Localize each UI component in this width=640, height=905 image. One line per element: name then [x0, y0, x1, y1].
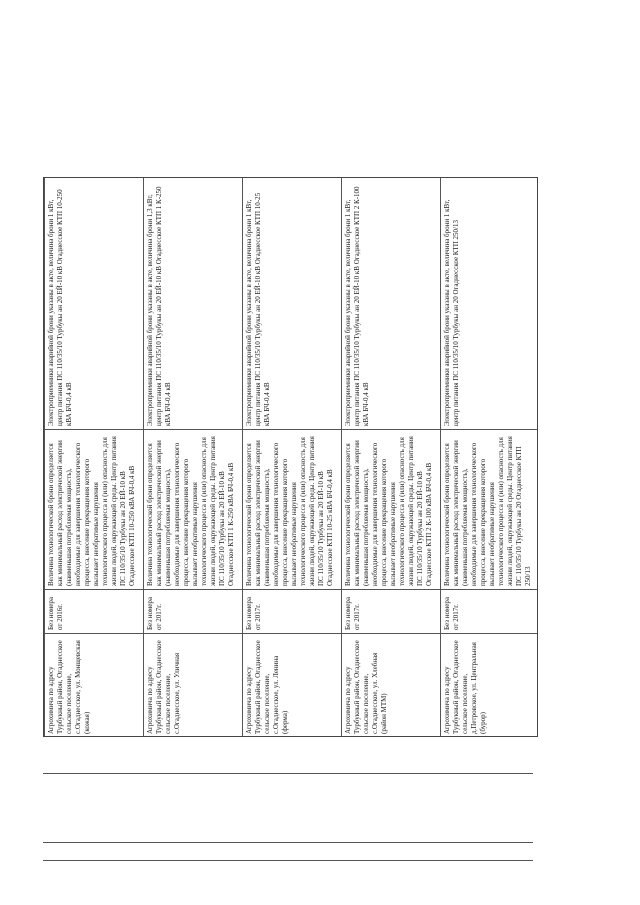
- cell-act-number: Без номера от 2017г.: [144, 590, 243, 634]
- rotated-table-content: [44, 178, 538, 737]
- table-row: [243, 178, 342, 738]
- table-row: [441, 178, 539, 738]
- cell-act-number: Без номера от 2017г.: [342, 590, 441, 634]
- cell-tech-reserve: Величина технологической брони определяется как минимальный расход электрической энергии (наименьшая потребляемая мощность), необходимые для завершения технологического процесса, внесение прекращения которого вызывает необратимые нарушения технологического процесса и (или) опасность для жизни людей, окружающей среды. Центр питания ПС 110/35/10 Турбукы ан 20 Огаднесское КТП 250/13: [441, 430, 539, 590]
- top-divider-line: [43, 773, 533, 774]
- rotated-table-frame: [43, 177, 538, 737]
- table-row: [45, 178, 144, 738]
- bottom-divider-line: [43, 860, 533, 861]
- cell-emergency-reserve: Электроприемники аварийной брони указаны в акте, величина брони 1,3 кВт, центр питания ПС 110/35/10 Турбукы ан 20 ЕЙ-10 кВ Огаднесское КТП 1 К-250 кВА БЧ-0,4 кВ: [144, 178, 243, 430]
- cell-address: Агрохимича по адресу Турбукный район, Огаднесское сельское поселение, с.Огаднесское, ул. Монщевская (кожая): [45, 634, 144, 738]
- cell-emergency-reserve: Электроприемники аварийной брони указаны в акте, величина брони 1 кВт, центр питания ПС 110/35/10 Турбукы ан 20 Огаднесское КТП 250/13: [441, 178, 539, 430]
- cell-address: Агрохимича по адресу Турбукный район, Огаднесское сельское поселение, с.Огаднесское, ул. Хлебная (район МТМ): [342, 634, 441, 738]
- cell-tech-reserve: Величина технологической брони определяется как минимальный расход электрической энергии (наименьшая потребляемая мощность), необходимые для завершения технологического процесса, внесение прекращения которого вызывает необратимые нарушения технологического процесса и (или) опасность для жизни людей, окружающей среды. Центр питания ПС 110/35/10 Турбукы ан 20 ЕЙ-10 кВ Огаднесское КТП 10-25 кВА БЧ-0,4 кВ: [243, 430, 342, 590]
- cell-address: Агрохимича по адресу Турбукный район, Огаднесское сельское поселение, д.Петровское, ул. Центральная (бурор): [441, 634, 539, 738]
- cell-address: Агрохимича по адресу Турбукный район, Огаднесское сельское поселение, с.Огаднесское, ул. Ленина (ферма): [243, 634, 342, 738]
- cell-tech-reserve: Величина технологической брони определяется как минимальный расход электрической энергии (наименьшая потребляемая мощность), необходимые для завершения технологического процесса, внесение прекращения которого вызывает необратимые нарушения технологического процесса и (или) опасность для жизни людей, окружающей среды. Центр питания ПС 110/35/10 Турбукы ан 20 ЕЙ-10 кВ Огаднесское КТП 1 К-250 кВА БЧ-0,4 кВ: [144, 430, 243, 590]
- table-row: [144, 178, 243, 738]
- cell-tech-reserve: Величина технологической брони определяется как минимальный расход электрической энергии (наименьшая потребляемая мощность), необходимые для завершения технологического процесса, внесение прекращения которого вызывает необратимые нарушения технологического процесса и (или) опасность для жизни людей, окружающей среды. Центр питания ПС 110/35/10 Турбукы ан 20 ЕЙ-10 кВ Огаднесское КТП 10-250 кВА БЧ-0,4 кВ: [45, 430, 144, 590]
- cell-act-number: Без номера от 2016г.: [45, 590, 144, 634]
- middle-divider-line: [43, 842, 533, 843]
- cell-act-number: Без номера от 2017г.: [441, 590, 539, 634]
- cell-emergency-reserve: Электроприемники аварийной брони указаны в акте, величина брони 1 кВт, центр питания ПС 110/35/10 Турбукы ан 20 ЕЙ-10 кВ Огаднесское КТП 10-250 кВА БЧ-0,4 кВ: [45, 178, 144, 430]
- cell-emergency-reserve: Электроприемники аварийной брони указаны в акте, величина брони 1 кВт, центр питания ПС 110/35/10 Турбукы ан 20 ЕЙ-10 кВ Огаднесское КТП 10-25 кВА БЧ-0,4 кВ: [243, 178, 342, 430]
- cell-emergency-reserve: Электроприемники аварийной брони указаны в акте, величина брони 1 кВт, центр питания ПС 110/35/10 Турбукы ан 20 ЕЙ-10 кВ Огаднесское КТП 2 К-100 кВА БЧ-0,4 кВ: [342, 178, 441, 430]
- cell-address: Агрохимича по адресу Турбукный район, Огаднесское сельское поселение, с.Огаднесское, ул. Уличная: [144, 634, 243, 738]
- reservation-table: [44, 177, 538, 737]
- cell-act-number: Без номера от 2017г.: [243, 590, 342, 634]
- table-row: [342, 178, 441, 738]
- cell-tech-reserve: Величина технологической брони определяется как минимальный расход электрической энергии (наименьшая потребляемая мощность), необходимые для завершения технологического процесса, внесение прекращения которого вызывает необратимые нарушения технологического процесса и (или) опасность для жизни людей, окружающей среды. Центр питания ПС 110/35/10 Турбукы ан 20 ЕЙ-10 кВ Огаднесское КТП 2 К-100 кВА БЧ-0,4 кВ: [342, 430, 441, 590]
